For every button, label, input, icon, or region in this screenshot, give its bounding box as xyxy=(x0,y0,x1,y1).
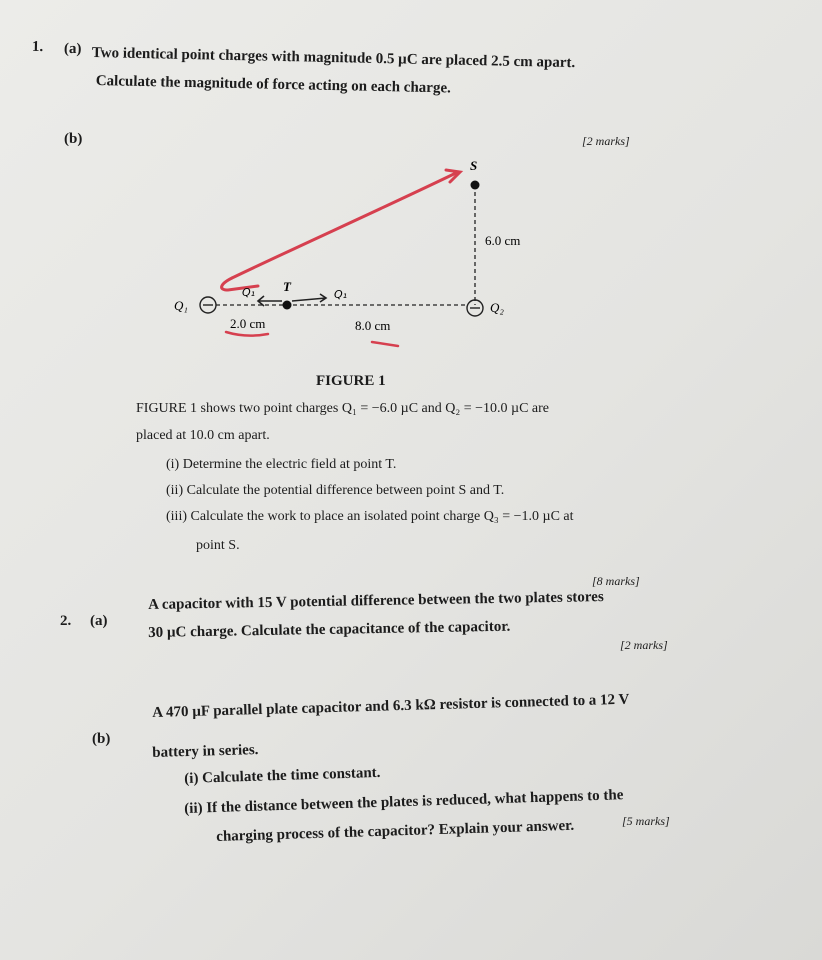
point-t-dot xyxy=(283,301,292,310)
point-s-dot xyxy=(471,181,480,190)
handwritten-q-right: Q₁ xyxy=(334,288,348,301)
q1-part-a-marks: [2 marks] xyxy=(582,134,630,148)
q2-part-b-line1: A 470 µF parallel plate capacitor and 6.3 kΩ resistor is connected to a 12 V xyxy=(152,691,630,721)
red-underline-left xyxy=(226,332,268,336)
handwritten-q-left: Q₁ xyxy=(242,286,256,299)
q1-part-a-label: (a) xyxy=(63,40,82,58)
q1-sub-i: (i) Determine the electric field at point T. xyxy=(166,457,397,472)
q1-sub-ii: (ii) Calculate the potential difference between point S and T. xyxy=(166,483,505,498)
q2-sub-ii-line2: charging process of the capacitor? Explain your answer. xyxy=(216,817,575,845)
q2-part-a-marks: [2 marks] xyxy=(620,638,668,652)
q1-part-b-line2: placed at 10.0 cm apart. xyxy=(136,428,270,443)
q1-part-a-line2: Calculate the magnitude of force acting on each charge. xyxy=(95,72,451,97)
label-q1: Q₁ xyxy=(174,298,188,313)
label-t: T xyxy=(283,279,291,294)
pen-arrow-right xyxy=(292,294,326,302)
label-q2: Q₂ xyxy=(490,300,504,315)
dist-left-label: 2.0 cm xyxy=(230,316,266,331)
q2-sub-i: (i) Calculate the time constant. xyxy=(184,764,381,787)
q2-part-a-line1: A capacitor with 15 V potential difference between the two plates stores xyxy=(148,589,604,613)
dist-vertical-label: 6.0 cm xyxy=(485,233,521,248)
q1-sub-iii-line1: (iii) Calculate the work to place an isolated point charge Q₃ = −1.0 µC at xyxy=(166,509,574,524)
label-s: S xyxy=(470,158,478,173)
q1-part-b-marks: [8 marks] xyxy=(592,574,640,588)
q1-number: 1. xyxy=(31,38,44,56)
q2-part-b-label: (b) xyxy=(92,731,111,747)
pen-arrow-left xyxy=(258,296,282,306)
red-pen-stroke xyxy=(232,172,458,278)
q2-part-a-line2: 30 µC charge. Calculate the capacitance of the capacitor. xyxy=(148,618,511,641)
q2-sub-ii-line1: (ii) If the distance between the plates is reduced, what happens to the xyxy=(184,787,624,817)
q1-part-b-label: (b) xyxy=(64,131,83,147)
q2-part-a-label: (a) xyxy=(90,613,108,629)
q2-part-b-line2: battery in series. xyxy=(152,742,259,761)
q1-part-a-line1: Two identical point charges with magnitude 0.5 µC are placed 2.5 cm apart. xyxy=(91,44,576,72)
dist-right-label: 8.0 cm xyxy=(355,318,391,333)
red-underline-right xyxy=(372,342,398,346)
figure-caption: FIGURE 1 xyxy=(316,373,386,389)
q2-number: 2. xyxy=(60,613,72,629)
q1-part-b-line1: FIGURE 1 shows two point charges Q₁ = −6.0 µC and Q₂ = −10.0 µC are xyxy=(136,401,550,416)
q1-sub-iii-line2: point S. xyxy=(196,538,240,553)
figure-1-diagram xyxy=(150,150,570,365)
q2-part-b-marks: [5 marks] xyxy=(622,814,670,828)
